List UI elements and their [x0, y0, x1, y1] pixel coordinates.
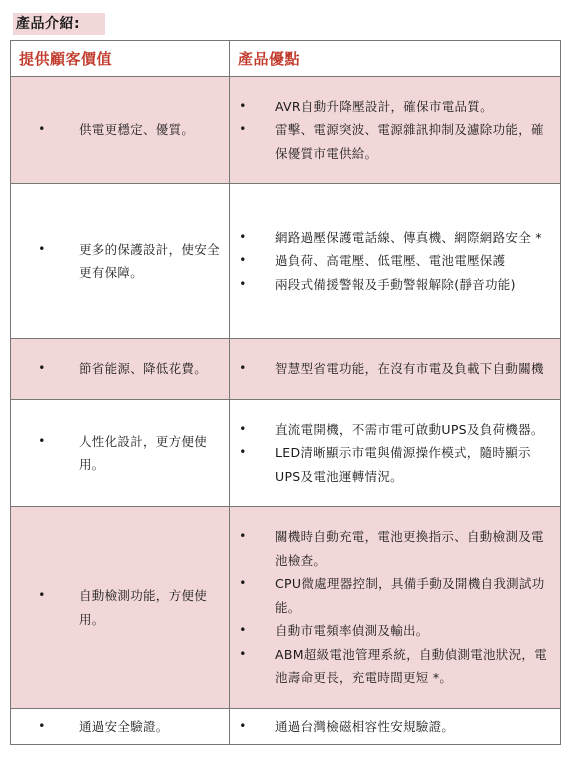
bullet-icon: • — [239, 276, 247, 291]
bullet-icon: • — [239, 253, 247, 268]
list-item — [11, 430, 229, 477]
product-table — [10, 40, 561, 745]
benefit-text: AVR自動升降壓設計，確保市電品質。 — [275, 98, 493, 114]
benefit-text: 智慧型省電功能，在沒有市電及負載下自動關機 — [275, 361, 544, 377]
benefit-text: 雷擊、電源突波、電源雜訊抑制及濾除功能，確保優質市電供給。 — [275, 122, 544, 161]
column-header-benefits: 產品優點 — [230, 41, 561, 77]
bullet-icon: • — [239, 646, 247, 661]
value-text: 人性化設計，更方便使用。 — [79, 433, 208, 472]
list-item — [230, 525, 560, 572]
list-item — [230, 643, 560, 690]
bullet-icon: • — [38, 433, 46, 448]
benefit-text: ABM超級電池管理系統，自動偵測電池狀況，電池壽命更長，充電時間更短 *。 — [275, 646, 548, 686]
list-item — [230, 619, 560, 643]
list-item — [11, 118, 229, 142]
benefit-text: CPU微處理器控制，具備手動及開機自我測試功能。 — [275, 576, 545, 615]
list-item — [230, 572, 560, 619]
list-item — [230, 118, 560, 165]
benefit-text: 關機時自動充電，電池更換指示、自動檢測及電池檢查。 — [275, 529, 544, 568]
list-item — [230, 249, 560, 273]
value-text: 供電更穩定、優質。 — [79, 122, 195, 138]
table-row — [11, 339, 561, 400]
table-row — [11, 400, 561, 507]
bullet-icon: • — [38, 122, 46, 137]
list-item — [230, 715, 560, 739]
value-text: 節省能源、降低花費。 — [79, 361, 208, 377]
bullet-icon: • — [38, 588, 46, 602]
benefit-text: 網路過壓保護電話線、傳真機、網際網路安全 * — [275, 229, 542, 245]
list-item — [11, 715, 229, 739]
value-cell — [11, 77, 230, 184]
column-header-value: 提供顧客價值 — [11, 41, 230, 77]
bullet-icon: • — [239, 529, 247, 544]
bullet-icon: • — [239, 576, 247, 591]
bullet-icon: • — [239, 122, 247, 137]
value-text: 通過安全驗證。 — [79, 718, 169, 734]
bullet-icon: • — [239, 718, 247, 733]
value-text: 更多的保護設計，使安全更有保障。 — [79, 241, 220, 280]
list-item — [230, 95, 560, 119]
benefit-cell — [230, 400, 561, 507]
bullet-icon: • — [38, 241, 46, 256]
table-row — [11, 709, 561, 745]
bullet-icon: • — [239, 421, 247, 436]
bullet-icon: • — [239, 229, 247, 244]
list-item — [230, 357, 560, 381]
list-item — [230, 441, 560, 488]
list-item — [230, 273, 560, 297]
value-cell — [11, 339, 230, 400]
benefit-cell — [230, 507, 561, 709]
benefit-text: 自動市電頻率偵測及輸出。 — [275, 623, 429, 639]
benefit-text: 直流電開機，不需市電可啟動UPS及負荷機器。 — [275, 421, 544, 437]
list-item — [230, 418, 560, 442]
benefit-cell — [230, 184, 561, 339]
bullet-icon: • — [239, 623, 247, 638]
value-cell — [11, 400, 230, 507]
value-text: 自動檢測功能，方便使用。 — [79, 588, 208, 627]
bullet-icon: • — [38, 718, 46, 733]
bullet-icon: • — [239, 98, 247, 113]
list-item — [230, 226, 560, 250]
benefit-cell — [230, 709, 561, 745]
benefit-cell — [230, 339, 561, 400]
benefit-text: 兩段式備援警報及手動警報解除(靜音功能) — [275, 276, 516, 292]
list-item — [11, 357, 229, 381]
bullet-icon: • — [239, 445, 247, 460]
table-header-row — [11, 41, 561, 77]
section-heading: 產品介紹: — [13, 13, 105, 35]
value-cell — [11, 507, 230, 709]
benefit-text: 過負荷、高電壓、低電壓、電池電壓保護 — [275, 253, 506, 269]
value-cell — [11, 184, 230, 339]
table-row — [11, 77, 561, 184]
bullet-icon: • — [38, 361, 46, 376]
table-row — [11, 507, 561, 709]
benefit-text: LED清晰顯示市電與備源操作模式，隨時顯示UPS及電池運轉情況。 — [275, 445, 531, 484]
value-cell — [11, 709, 230, 745]
benefit-cell — [230, 77, 561, 184]
bullet-icon: • — [239, 361, 247, 376]
benefit-text: 通過台灣檢磁相容性安規驗證。 — [275, 718, 455, 734]
list-item — [11, 238, 229, 285]
table-row — [11, 184, 561, 339]
list-item — [11, 584, 229, 631]
